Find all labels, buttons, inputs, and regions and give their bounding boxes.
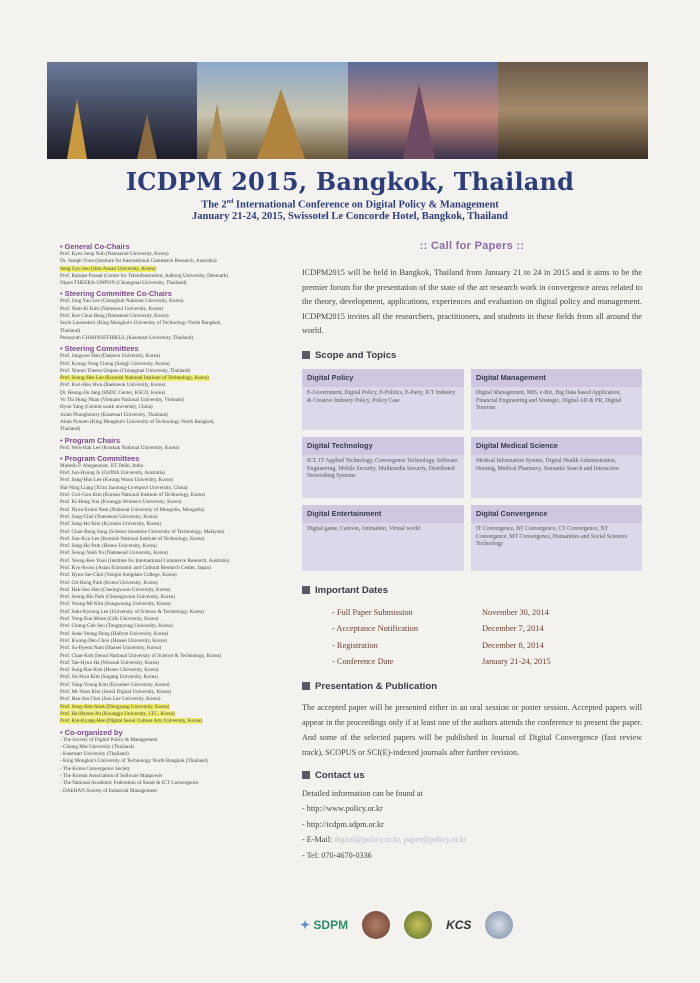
topic-box (302, 369, 464, 430)
conference-dates-venue: January 21-24, 2015, Swissotel Le Concorde Hotel, Bangkok, Thailand (191, 211, 508, 222)
topic-body: E-Government, Digital Policy, E-Politics, E-Party, ICT Industry & Creative Industry Policy, Policy Case (307, 389, 456, 404)
contact-intro: Detailed information can be found at (302, 788, 423, 798)
committee-member: Hyun Yang (Central south university, China) (60, 404, 153, 411)
committee-member: Prof. Tae-Hyun Ha (Woosuk University, Korea) (60, 659, 160, 666)
committee-member: Prof. Kwang-Deo Choo (Hansei University, Korea) (60, 637, 167, 644)
topic-body: ICT, IT Applied Technology, Convergence Technology, Software Engineering, Mobile Security, Multimedia Security, Distributed Networking Systems (307, 457, 458, 480)
topic-title: Digital Convergence (471, 505, 642, 523)
topic-box (471, 505, 642, 571)
committee-member: Alum Pynnen (King Mongkut's University of Technology North Bangkok, (60, 418, 215, 425)
committee-member: Prof. Sang-Ho Kim (Kyonsin University, Korea) (60, 521, 161, 528)
committee-member: Prof. Nam-Ki Kim (Namseoul University, Korea) (60, 305, 163, 312)
committee-member: - The Korean Association of Software Manpower (60, 773, 163, 779)
cfp-heading: :: Call for Papers :: (419, 240, 525, 252)
contact-url-policy[interactable]: - http://www.policy.or.kr (302, 804, 383, 814)
committee-member: Prof. Jong Yun Lee (Chungbuk National University, Korea) (60, 298, 184, 305)
committee-member: Prof. Kyu-Kwon (Asian Economic and Cultural Research Center, Japan) (60, 564, 211, 571)
date-value: December 7, 2014 (482, 624, 544, 634)
date-value: November 30, 2014 (482, 607, 549, 617)
committee-member: Prof. Ramjee Prasad (Center for Teleinfrastruktur, Aalborg University, Denmark) (60, 272, 229, 279)
committee-column (60, 240, 292, 795)
committee-member: Prof. Kyung-Yong Chung (Sangji University, Korea) (60, 360, 170, 367)
topic-box (302, 437, 464, 498)
committee-heading: • Co-organized by (60, 727, 123, 737)
committee-member: Prof. Kin-Kyang-Hee (Digital Seoul Culture Arts University, Korea) (60, 718, 203, 725)
banner-panel-city (47, 62, 197, 159)
topic-title: Digital Management (471, 369, 642, 387)
committee-member: Dr. Heung-Jin Jang (HSDC Center, KSCII, Korea) (60, 389, 166, 396)
topic-title: Digital Technology (302, 437, 464, 455)
committee-member: Aram Phongbootry (Kasetsart University, Thailand) (60, 411, 168, 418)
date-label: - Registration (332, 640, 378, 650)
sponsor-logos (300, 908, 560, 942)
committee-member: Prof. Ki-Hong Yun (Kwangju Women's University, Korea) (60, 499, 182, 506)
committee-member: Prof. Seung-Hee Lee (Kornish National Institute of Technology, Korea) (60, 375, 209, 382)
committee-member: Prof. Sun-Kyu Lee (Kornish National Institute of Technology, Korea) (60, 535, 205, 542)
committee-member: Prof. Seok-Yeong Hong (Hallym University, Korea) (60, 630, 169, 637)
committee-member: - The Society of Digital Policy & Management (60, 736, 158, 743)
committee-member: - Kasetsart University (Thailand) (60, 751, 129, 758)
presentation-heading: Presentation & Publication (302, 681, 642, 692)
committee-member: Vo Thi Hong Nhan (Vietnam National University, Vietnam) (60, 397, 184, 404)
kmutnb-seal-logo (485, 911, 513, 939)
committee-heading: • General Co-Chairs (60, 242, 130, 251)
conference-subtitle: The 2nd International Conference on Digital Policy & Management (201, 199, 499, 211)
committee-member: Prof. Kyeo Seop Noh (Namseoul University, Korea) (60, 251, 169, 257)
committee-member: Prof. Chan-Bong Sung (Science Sunshine University of Technology, Malaysia) (60, 528, 225, 535)
committee-member: Prof. Gil-Hong Park (Korea University, Korea) (60, 579, 158, 586)
committee-member: Prof. Chung-Gab Seo (Tongmyong University, Korea) (60, 623, 173, 630)
committee-member: Nipon THEERA-UMPON (Chiangmai University, Thailand) (60, 280, 187, 287)
kcs-logo: KCS (446, 918, 472, 932)
call-for-papers (302, 240, 642, 863)
topic-box (471, 437, 642, 498)
committee-heading: • Program Chairs (60, 435, 121, 445)
date-label: - Conference Date (332, 657, 394, 667)
bullet-square-icon (302, 682, 310, 690)
committee-member: Peerayuth CHARNSETHIKUL (Kasetsart University, Thailand) (60, 334, 194, 341)
committee-member: - Chiang Mai University (Thailand) (60, 743, 135, 750)
committee-member: Prof. Sang-Ho Park (Hoseo University, Korea) (60, 543, 157, 550)
committee-member: Prof. Jin-Hwa Kim (Sogang University, Korea) (60, 674, 159, 681)
topic-body: Digital game, Cartoon, Animation, Virtual world (307, 525, 420, 532)
committee-member: Prof. Jun-Hyung Jo (Griffith University, Australia) (60, 470, 166, 477)
topic-title: Digital Medical Science (471, 437, 642, 455)
topic-title: Digital Policy (302, 369, 464, 387)
committee-heading: • Program Committees (60, 453, 140, 463)
committee-member: Prof. Ha-Hyeon-Jin (Kwangju University, LTC, Korea) (60, 710, 175, 717)
committee-member: Seng Gyu Seo (Jiiin Ansan University, Korea) (60, 265, 156, 272)
committee-member: Prof. Yong-Eun Moon (Gifu University, Korea) (60, 616, 159, 623)
committee-member: Prof. Hyun-Eulun Nam (National University of Mongolia, Mongolia) (60, 506, 205, 513)
committee-heading: • Steering Committees (60, 344, 139, 354)
contact-email-line: - E-Mail: digital@policy.or.kr, paper@policy.or.kr (302, 835, 467, 845)
date-row (332, 654, 642, 671)
committee-member: Prof. Han-Jun Choi (Sun Lee University, Korea) (60, 696, 161, 703)
committee-member: Prof. Seong-Yeob Yu (Namseoul University, Korea) (60, 550, 168, 557)
committee-member: Prof. Jangwoo Han (Daejeon University, Korea) (60, 353, 161, 360)
committee-member: Prof. Seong-Bin Park (Cheongwoon University, Korea) (60, 594, 176, 601)
committee-member: Prof. Sukr-Kyeong Lee (University of Science & Technology, Korea) (60, 608, 205, 615)
topic-body: Medical Information System, Digital Health Administration, Nursing, Medical Pharmacy, Semantic Search and Interaction (476, 457, 619, 472)
contact-url-icdpm[interactable]: - http://icdpm.sdpm.or.kr (302, 819, 384, 829)
conference-title: ICDPM 2015, Bangkok, Thailand (125, 167, 575, 196)
topic-title: Digital Entertainment (302, 505, 464, 523)
bullet-square-icon (302, 351, 310, 359)
topic-body: IT Convergence, BT Convergence, CT Convergence, NT Convergence, MT Convergence, Humanities and Social Sciences Technology (476, 525, 628, 548)
committee-member: Hai-Ning Liang (Xi'an Jiaotong-Liverpool University, China) (60, 484, 188, 491)
date-value: January 21-24, 2015 (482, 657, 551, 667)
banner-image (47, 62, 648, 159)
committee-member: Prof. Kwi-Hoo Hwa (Baekseok University, Korea) (60, 382, 166, 389)
committee-member: Prof. Hak-Soo Han (Cheongwoon University, Korea) (60, 586, 171, 593)
scope-heading: Scope and Topics (302, 350, 642, 361)
committee-member: - King Mongkut's University of Technology North Bangkok (Thailand) (60, 758, 208, 765)
important-dates (332, 605, 642, 671)
university-seal-logo (362, 911, 390, 939)
topic-body: Digital Management, MIS, e-Biz, Big Data based Application, Financial Engineering and Strategic, Digital AD & PR, Digital Tourism (476, 389, 622, 412)
committee-member: Surin Laosooksri (King Mongkut's University of Technology North Bangkok, (60, 320, 222, 327)
committee-member: Prof. Yeong-Kee Yoon (Institute for International Commerce Research, Australia) (60, 557, 230, 564)
date-row (332, 605, 642, 622)
committee-member: Prof. Chan-Koh (Seoul National University of Science & Technology, Korea) (60, 652, 221, 659)
topic-box (471, 369, 642, 430)
contact-tel: - Tel: 070-4670-0336 (302, 850, 372, 860)
date-row (332, 638, 642, 655)
committee-member: Dr. Joseph Yoon (Institute for International Commerce Research, Australia) (60, 258, 217, 265)
committee-member: Prof. Sung-Bae Kim (Hoseo University, Korea) (60, 667, 159, 674)
committee-member: Thailand) (60, 426, 81, 433)
committee-member: Prof. Su-Hyeon Nam (Hansei University, Korea) (60, 645, 162, 652)
contact-heading: Contact us (302, 770, 642, 781)
date-value: December 8, 2014 (482, 640, 544, 650)
committee-member: Prof. Kee Chun Bang (Namseoul University, Korea) (60, 313, 169, 320)
committee-member: - DAEHAN Society of Industrial Management (60, 787, 157, 794)
committee-member: Prof. Mi-Yeon Kim (Seoul Digital University, Korea) (60, 689, 171, 696)
committee-member: - The Korea Convergence Society (60, 765, 131, 772)
committee-member: Prof. Young-Mi Kim (Sungwoong University, Korea) (60, 601, 171, 608)
committee-member: Mukesh P. Aheganokar, IIT Delhi, India (60, 462, 143, 469)
presentation-text: The accepted paper will be presented either in an oral session or poster session. Accepted papers will appear in the proceedings only if at least one of the authors attends the conference to present the paper. And some of the selected papers will be published in Journal of Digital Convergence (fast review track), SCOPUS or SCI(E)-indexed journals after further revision. (302, 702, 642, 757)
committee-member: Prof. Hyun-Jae-Chol (Yongin Songdam College, Korea) (60, 572, 177, 579)
date-label: - Full Paper Submission (332, 607, 413, 617)
committee-member: Thailand) (60, 327, 81, 334)
committee-member: Prof. Yang-Young Kim (Kyunhee University, Korea) (60, 681, 170, 688)
contact-email[interactable]: digital@policy.or.kr, paper@policy.or.kr (334, 835, 467, 845)
committee-member: - The National Academic Federation of Smart & ICT Convergence (60, 780, 199, 787)
committee-member: Prof. Sang-Chul (Namseoul University, Korea) (60, 513, 158, 520)
committee-member: Prof. Ninom Theera-Umpon (Chiangmai University, Thailand) (60, 367, 191, 374)
date-row (332, 621, 642, 638)
banner-panel-temple (348, 62, 498, 159)
committee-member: Prof. Gwi-Gon Kim (Korean National Institute of Technology, Korea) (60, 492, 206, 499)
intro-paragraph: ICDPM2015 will be held in Bangkok, Thailand from January 21 to 24 in 2015 and it aims to be the premier forum for the presentation of the state of the art research work in convergence areas related to the theory, development, applications, experiences and evaluation on digital policy and management. ICDPM2015 invites all the researchers, practitioners, and students in these fields from all around the world. (302, 268, 642, 336)
committee-heading: • Steering Committee Co-Chairs (60, 289, 172, 299)
bullet-square-icon (302, 771, 310, 779)
dates-heading: Important Dates (302, 585, 642, 596)
committee-member: Prof. Won-Hak Lee (Konkuk National University, Korea) (60, 444, 180, 451)
topic-box (302, 505, 464, 571)
contact-info (302, 786, 642, 864)
sdpm-logo: ✦ SDPM (300, 918, 349, 932)
committee-member: Prof. Seng-Ahn-Sook (Dongyang University, Korea) (60, 703, 170, 710)
date-label: - Acceptance Notification (332, 624, 419, 634)
committee-member: Prof. Sang-Hun Lee (Kwang Woon University, Korea) (60, 477, 173, 484)
banner-panel-market (498, 62, 648, 159)
kasetsart-seal-logo (404, 911, 432, 939)
topics-grid (302, 369, 642, 571)
bullet-square-icon (302, 586, 310, 594)
banner-panel-palace (197, 62, 347, 159)
